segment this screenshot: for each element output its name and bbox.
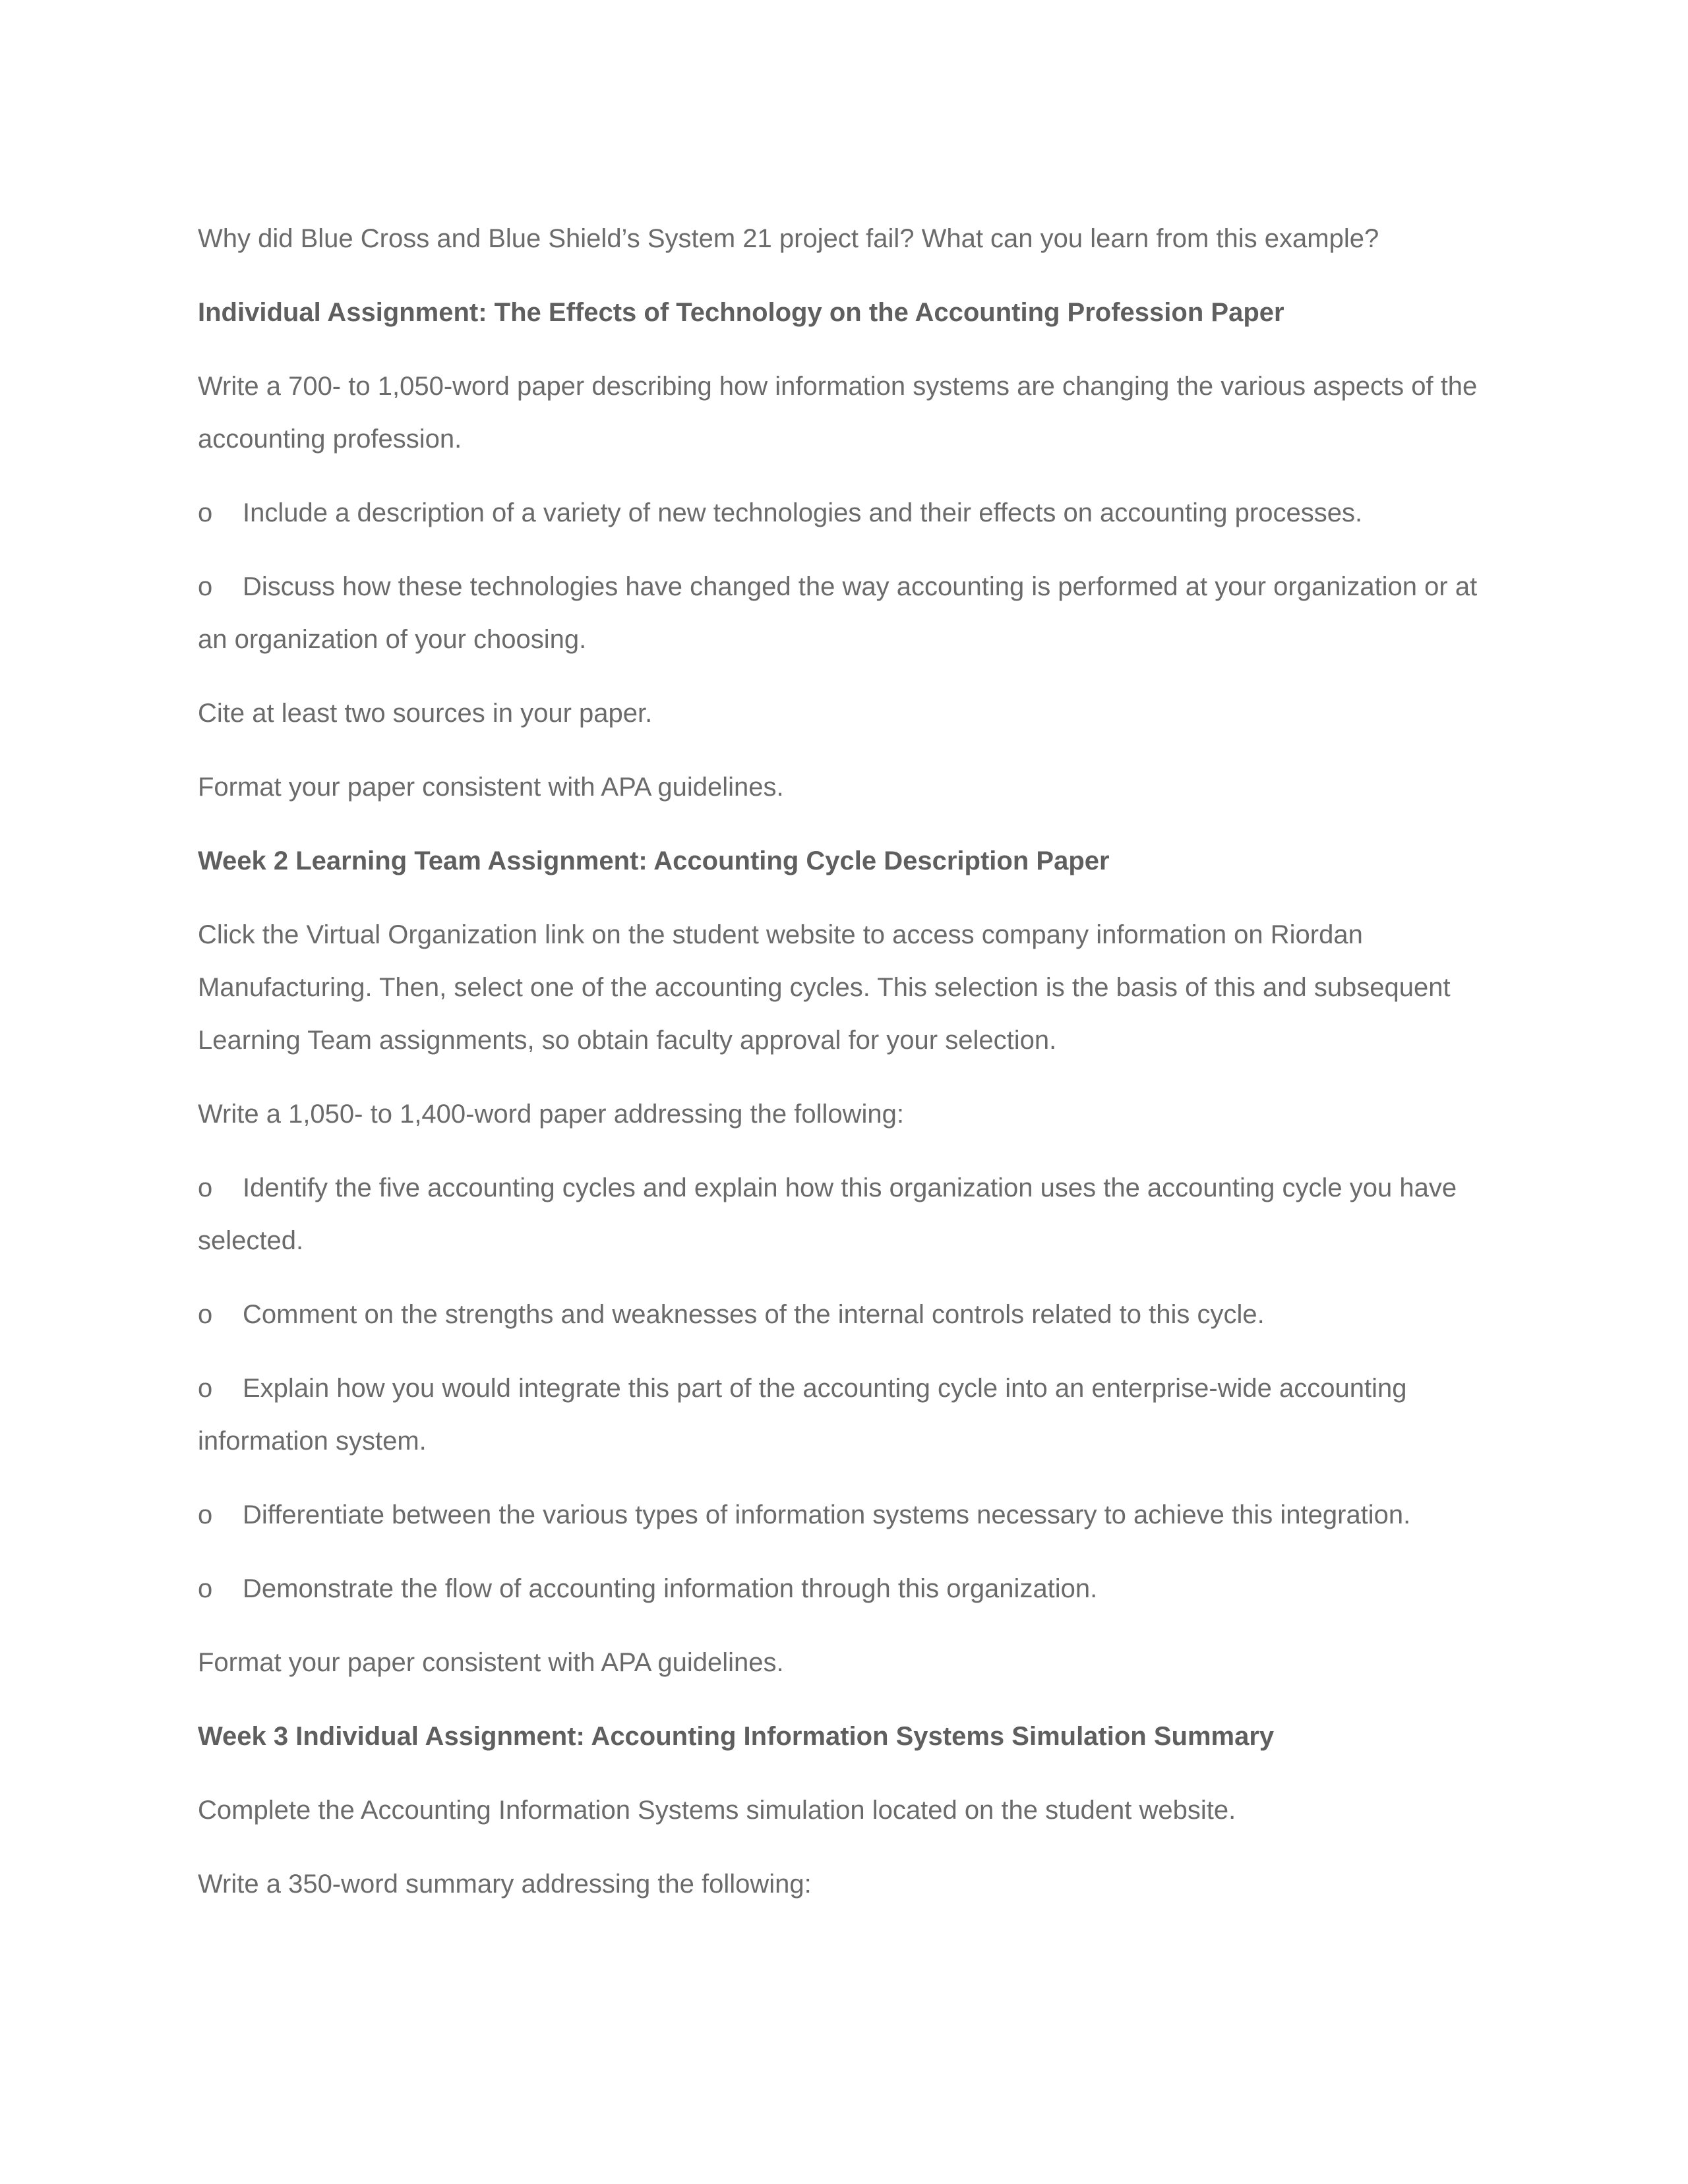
bullet-marker: o	[198, 498, 213, 527]
bullet-item	[198, 487, 1490, 539]
paragraph: Write a 1,050- to 1,400-word paper addressing the following:	[198, 1100, 904, 1129]
assignment-heading: Individual Assignment: The Effects of Technology on the Accounting Profession Paper	[198, 298, 1284, 327]
bullet-text: Discuss how these technologies have changed the way accounting is performed at your organization or at an organization of your choosing.	[198, 572, 1478, 654]
paragraph: Complete the Accounting Information Systems simulation located on the student website.	[198, 1796, 1236, 1825]
bullet-item	[198, 1562, 1490, 1615]
bullet-text: Include a description of a variety of new technologies and their effects on accounting processes.	[243, 498, 1363, 527]
bullet-item	[198, 560, 1490, 666]
paragraph: Format your paper consistent with APA guidelines.	[198, 1648, 784, 1677]
paragraph: Why did Blue Cross and Blue Shield’s System 21 project fail? What can you learn from this example?	[198, 224, 1379, 253]
bullet-item	[198, 1288, 1490, 1341]
bullet-text: Differentiate between the various types of information systems necessary to achieve this integration.	[243, 1500, 1411, 1529]
bullet-marker: o	[198, 1374, 213, 1403]
paragraph: Format your paper consistent with APA guidelines.	[198, 773, 784, 802]
paragraph: Write a 700- to 1,050-word paper describing how information systems are changing the various aspects of the accounting profession.	[198, 372, 1478, 454]
bullet-text: Explain how you would integrate this part of the accounting cycle into an enterprise-wide accounting information system.	[198, 1374, 1407, 1456]
bullet-text: Comment on the strengths and weaknesses of the internal controls related to this cycle.	[243, 1300, 1265, 1329]
paragraph: Cite at least two sources in your paper.	[198, 699, 653, 728]
bullet-marker: o	[198, 1173, 213, 1202]
bullet-marker: o	[198, 572, 213, 601]
bullet-item	[198, 1489, 1490, 1541]
document-body	[198, 212, 1490, 1932]
bullet-text: Identify the five accounting cycles and explain how this organization uses the accounting cycle you have selected.	[198, 1173, 1457, 1255]
bullet-marker: o	[198, 1300, 213, 1329]
bullet-marker: o	[198, 1574, 213, 1603]
assignment-heading: Week 3 Individual Assignment: Accounting Information Systems Simulation Summary	[198, 1722, 1275, 1751]
bullet-marker: o	[198, 1500, 213, 1529]
bullet-text: Demonstrate the flow of accounting information through this organization.	[243, 1574, 1098, 1603]
paragraph: Write a 350-word summary addressing the following:	[198, 1870, 812, 1899]
assignment-heading: Week 2 Learning Team Assignment: Accounting Cycle Description Paper	[198, 846, 1110, 875]
bullet-item	[198, 1162, 1490, 1267]
paragraph: Click the Virtual Organization link on the student website to access company information on Riordan Manufacturing. Then, select one of the accounting cycles. This selection is the basis of this and subsequent Learning Team assignments, so obtain faculty approval for your selection.	[198, 920, 1451, 1055]
bullet-item	[198, 1362, 1490, 1467]
